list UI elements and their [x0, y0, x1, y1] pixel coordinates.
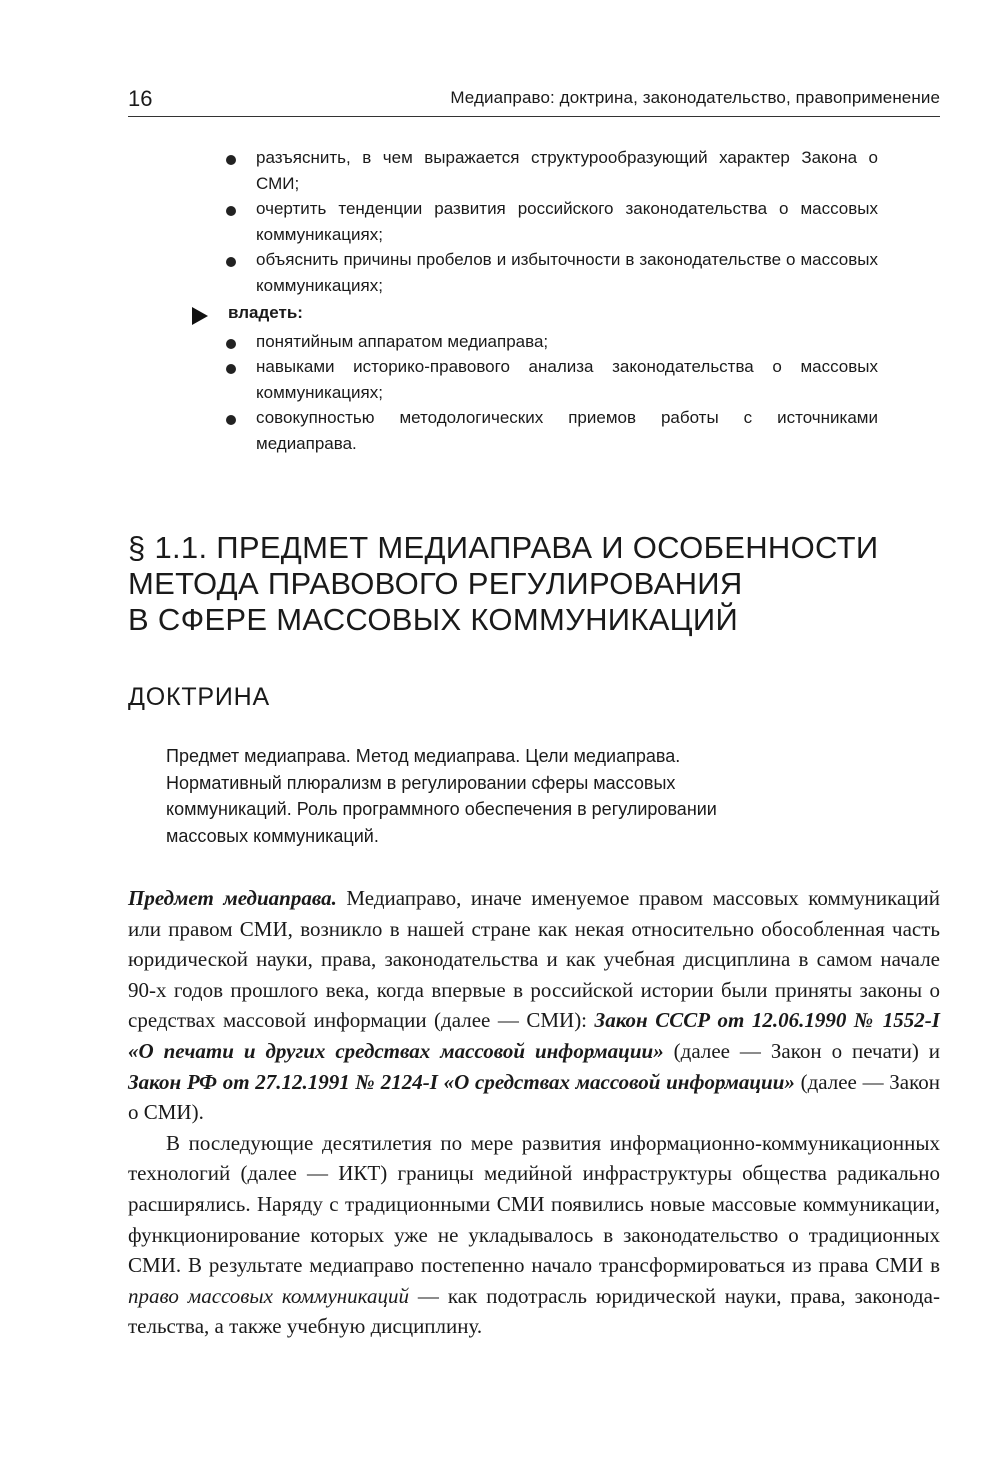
page-header [128, 80, 940, 120]
section-title [128, 530, 928, 638]
list-item: объяснить причины пробелов и избыточности в законодательстве о массовых коммуникациях; [256, 250, 878, 295]
list-item: понятийным аппаратом медиаправа; [256, 332, 549, 351]
running-title: Медиаправо: доктрина, законодательство, правоприменение [450, 88, 940, 107]
paragraph-text: В последующие десятилетия по мере развития информационно-коммуникационных технологий (далее — ИКТ) границы медийной инфраструктуры общества радикально расширялись. Наряду с традиционными СМИ появились новые массовые коммуникации, функционирование которых уже не укладывалось в законодательство о традиционных СМИ. В результате медиаправо постепенно начало трансформироваться из права СМИ в [128, 1130, 940, 1278]
bullet-dot [226, 206, 236, 216]
emphasis-term: право массовых коммуникаций [128, 1283, 409, 1308]
law-reference: Закон РФ от 27.12.1991 № 2124-I «О средствах массовой информации» [128, 1069, 795, 1094]
subheading: ДОКТРИНА [128, 683, 270, 711]
list-item: совокупностью методологических приемов работы с источниками медиаправа. [256, 408, 878, 453]
page-number: 16 [128, 86, 153, 111]
bullet-dot [226, 364, 236, 374]
paragraph-text: — как подотрасль юридической науки, права, законодательства, а также учебную дисциплину. [128, 1283, 940, 1339]
bullet-dot [226, 415, 236, 425]
abstract-line: Нормативный плюрализм в регулировании сферы массовых [166, 772, 676, 793]
master-label: владеть: [228, 303, 303, 322]
body-text [128, 883, 940, 1342]
paragraph-text: (далее — Закон о печати) и [663, 1038, 941, 1063]
list-item: навыками историко-правового анализа законодательства о массовых коммуникациях; [256, 357, 878, 402]
lead-term: Предмет медиаправа. [128, 886, 337, 910]
bullet-dot [226, 257, 236, 267]
list-item: очертить тенденции развития российского законодательства о массовых коммуникациях; [256, 199, 878, 244]
abstract-line: Предмет медиаправа. Метод медиаправа. Цели медиаправа. [166, 746, 681, 766]
title-line: МЕТОДА ПРАВОВОГО РЕГУЛИРОВАНИЯ [128, 566, 743, 601]
title-line: § 1.1. ПРЕДМЕТ МЕДИАПРАВА И ОСОБЕННОСТИ [128, 530, 879, 565]
bullet-dot [226, 339, 236, 349]
paragraph [128, 883, 940, 1128]
arrow-icon [192, 307, 208, 325]
paragraph [128, 1128, 940, 1342]
paragraph-text: (далее — Закон о СМИ). [128, 1069, 940, 1125]
bullet-dot [226, 155, 236, 165]
section-abstract [166, 743, 846, 849]
law-reference: Закон СССР от 12.06.1990 № 1552-I «О печати и других средствах массовой информации» [128, 1008, 940, 1063]
title-line: В СФЕРЕ МАССОВЫХ КОММУНИКАЦИЙ [128, 602, 739, 637]
list-item: разъяснить, в чем выражается структурообразующий характер Закона о СМИ; [256, 148, 878, 193]
abstract-line: массовых коммуникаций. [166, 825, 379, 846]
paragraph-text: Медиаправо, иначе именуемое правом массовых коммуникаций или правом СМИ, возникло в нашей стране как некая относительно обособленная часть юридической науки, права, законодательства и как учебная дисциплина в самом начале 90-х годов прошлого века, когда впервые в российской истории были приняты законы о средствах массовой информации (далее — СМИ): [128, 886, 941, 1033]
header-rule [128, 116, 940, 117]
abstract-line: коммуникаций. Роль программного обеспечения в регулировании [166, 799, 717, 819]
